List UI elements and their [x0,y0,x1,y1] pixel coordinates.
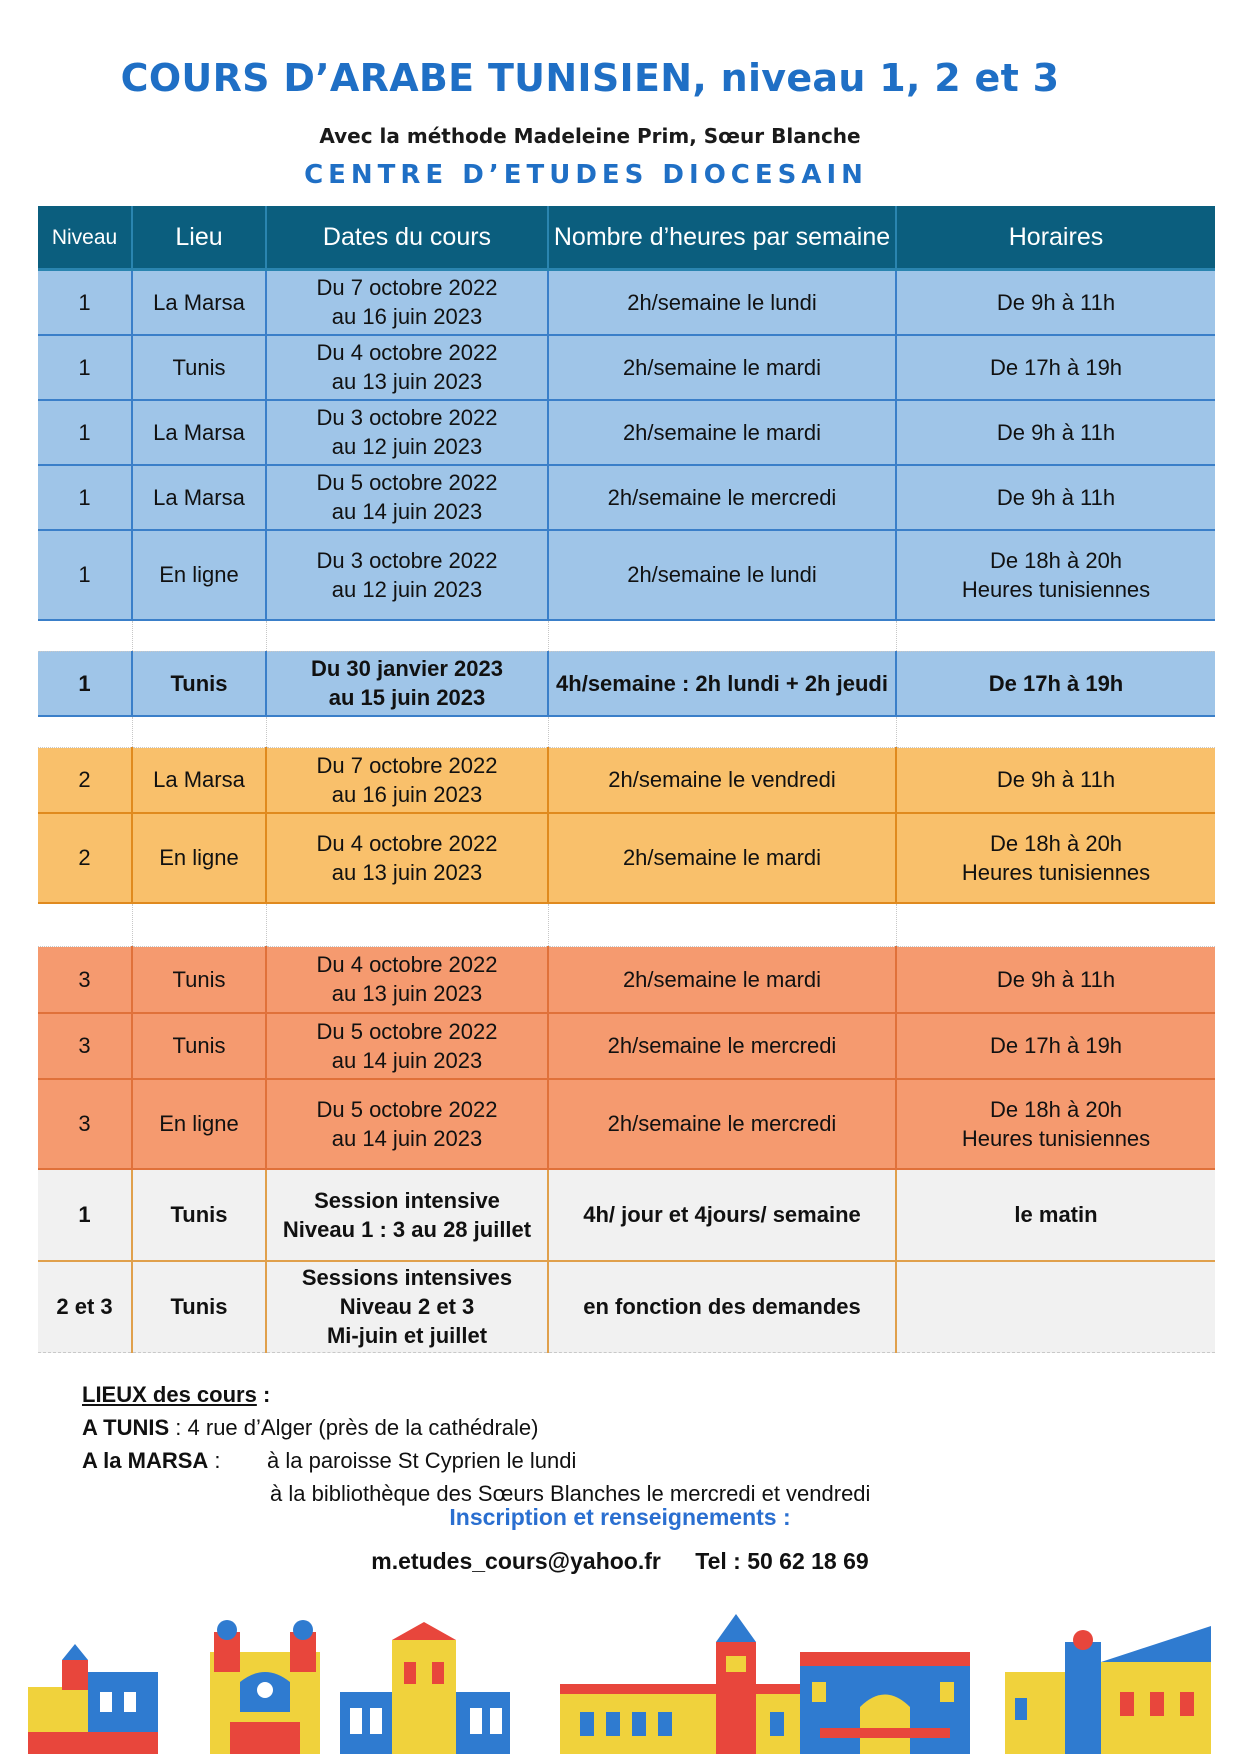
cell-lieu: Tunis [132,1013,266,1079]
contact-email: m.etudes_cours@yahoo.fr [371,1548,661,1574]
cell-lieu: Tunis [132,947,266,1013]
cell-dates [266,270,548,335]
location-tunis-label: A TUNIS [82,1415,170,1440]
dates-start: Sessions intensives [301,1265,513,1291]
cell-heures: 2h/semaine le mardi [548,947,896,1013]
table-row [38,1261,1215,1353]
table-row [38,270,1215,335]
dates-start: Du 3 octobre 2022 [316,547,498,573]
header-lieu: Lieu [132,206,266,270]
dates-start: Du 4 octobre 2022 [316,340,498,365]
cell-heures: 2h/semaine le vendredi [548,748,896,813]
cell-lieu: Tunis [132,1169,266,1261]
cell-lieu: En ligne [132,1079,266,1169]
cell-niveau: 1 [38,651,132,716]
table-row [38,748,1215,813]
header-niveau: Niveau [38,206,132,270]
cell-niveau: 3 [38,947,132,1013]
cell-lieu: Tunis [132,1261,266,1353]
cell-heures: 2h/semaine le lundi [548,270,896,335]
cell-niveau: 1 [38,465,132,530]
dates-end: Niveau 1 : 3 au 28 juillet [282,1216,532,1242]
buildings-illustration [0,1612,1240,1754]
cell-lieu: La Marsa [132,748,266,813]
dates-end: au 12 juin 2023 [331,434,483,459]
dates-end: au 16 juin 2023 [331,304,483,330]
cell-dates [266,1261,548,1353]
dates-mid: Niveau 2 et 3 [339,1294,475,1320]
horaires-note: Heures tunisiennes [961,859,1151,885]
cell-heures: 2h/semaine le mardi [548,335,896,400]
cell-niveau: 2 [38,748,132,813]
cell-horaires: De 17h à 19h [896,651,1215,716]
cell-lieu: Tunis [132,651,266,716]
cell-dates [266,530,548,620]
table-row [38,1169,1215,1261]
dates-end: au 13 juin 2023 [331,981,483,1007]
cell-dates [266,651,548,716]
building-5 [800,1652,970,1754]
dates-start: Du 5 octobre 2022 [316,1018,498,1044]
cell-horaires: De 17h à 19h [896,335,1215,400]
table-row [38,400,1215,465]
cell-lieu: La Marsa [132,465,266,530]
table-row [38,1079,1215,1169]
cell-heures: 4h/semaine : 2h lundi + 2h jeudi [548,651,896,716]
cell-horaires: De 9h à 11h [896,270,1215,335]
dates-end: au 12 juin 2023 [331,576,483,602]
cell-niveau: 1 [38,1169,132,1261]
table-row [38,813,1215,903]
building-3 [340,1622,510,1754]
cell-lieu: En ligne [132,530,266,620]
cell-lieu: En ligne [132,813,266,903]
dates-start: Du 7 octobre 2022 [316,275,498,301]
cell-dates [266,947,548,1013]
schedule-table [38,206,1215,1353]
cell-lieu: Tunis [132,335,266,400]
dates-start: Du 4 octobre 2022 [316,830,498,856]
dates-start: Du 5 octobre 2022 [316,470,498,495]
locations-heading-line [82,1378,870,1411]
row-spacer [38,903,1215,947]
cell-dates [266,1169,548,1261]
cell-horaires [896,1261,1215,1353]
location-marsa-colon: : [208,1448,221,1473]
contact-line [0,1548,1240,1575]
row-spacer [38,716,1215,748]
horaires-time: De 18h à 20h [989,1096,1123,1122]
cell-horaires: De 9h à 11h [896,400,1215,465]
header-heures: Nombre d’heures par semaine [548,206,896,270]
location-tunis-address: : 4 rue d’Alger (près de la cathédrale) [169,1415,539,1440]
locations-heading: LIEUX des cours [82,1382,257,1407]
cell-horaires [896,813,1215,903]
cell-heures: en fonction des demandes [548,1261,896,1353]
cell-dates [266,748,548,813]
cell-dates [266,1013,548,1079]
dates-start: Session intensive [314,1187,500,1213]
cell-heures: 2h/semaine le mardi [548,813,896,903]
cell-horaires: le matin [896,1169,1215,1261]
table-header-row [38,206,1215,270]
dates-end: au 13 juin 2023 [331,369,483,394]
table-row [38,530,1215,620]
table-row [38,335,1215,400]
dates-end: au 15 juin 2023 [328,685,486,711]
cell-horaires: De 9h à 11h [896,465,1215,530]
contact-phone: Tel : 50 62 18 69 [695,1548,869,1574]
dates-end: au 14 juin 2023 [331,1125,483,1151]
building-6 [1005,1626,1211,1754]
cell-heures: 4h/ jour et 4jours/ semaine [548,1169,896,1261]
horaires-note: Heures tunisiennes [961,1125,1151,1151]
cell-dates [266,335,548,400]
cell-dates [266,400,548,465]
locations-section [82,1378,870,1510]
dates-start: Du 4 octobre 2022 [316,952,498,978]
location-marsa [82,1444,870,1477]
organization-name: CENTRE D’ETUDES DIOCESAIN [304,160,868,190]
cell-dates [266,1079,548,1169]
dates-start: Du 30 janvier 2023 [310,656,503,682]
cell-niveau: 2 [38,813,132,903]
horaires-time: De 18h à 20h [989,547,1123,573]
cell-horaires [896,530,1215,620]
building-2 [210,1620,320,1754]
cell-horaires [896,1079,1215,1169]
cell-heures: 2h/semaine le mardi [548,400,896,465]
cell-niveau: 1 [38,400,132,465]
cell-heures: 2h/semaine le mercredi [548,1013,896,1079]
document-subtitle: Avec la méthode Madeleine Prim, Sœur Blanche [319,124,861,148]
horaires-note: Heures tunisiennes [961,576,1151,602]
horaires-time: De 18h à 20h [989,830,1123,856]
table-row [38,1013,1215,1079]
locations-heading-colon: : [256,1382,271,1407]
table-row [38,465,1215,530]
table-row [38,651,1215,716]
dates-start: Du 7 octobre 2022 [316,752,498,778]
cell-heures: 2h/semaine le mercredi [548,1079,896,1169]
dates-end: au 13 juin 2023 [331,859,483,885]
cell-niveau: 3 [38,1079,132,1169]
dates-end: au 14 juin 2023 [331,1047,483,1073]
building-4 [560,1614,800,1754]
cell-niveau: 2 et 3 [38,1261,132,1353]
building-1 [28,1644,158,1754]
cell-heures: 2h/semaine le mercredi [548,465,896,530]
cell-niveau: 1 [38,335,132,400]
cell-heures: 2h/semaine le lundi [548,530,896,620]
document-title: COURS D’ARABE TUNISIEN, niveau 1, 2 et 3 [120,56,1060,100]
cell-lieu: La Marsa [132,400,266,465]
cell-dates [266,813,548,903]
location-tunis [82,1411,870,1444]
cell-lieu: La Marsa [132,270,266,335]
inscription-heading: Inscription et renseignements : [449,1504,791,1530]
cell-niveau: 1 [38,530,132,620]
cell-horaires: De 17h à 19h [896,1013,1215,1079]
location-marsa-address-2: à la bibliothèque des Sœurs Blanches le mercredi et vendredi [270,1481,871,1506]
location-marsa-address-1: à la paroisse St Cyprien le lundi [267,1448,577,1473]
cell-dates [266,465,548,530]
table-row [38,947,1215,1013]
location-marsa-label: A la MARSA [82,1448,209,1473]
dates-end: au 16 juin 2023 [331,781,483,807]
dates-end: au 14 juin 2023 [331,499,483,524]
cell-horaires: De 9h à 11h [896,748,1215,813]
dates-end: Mi-juin et juillet [326,1323,488,1349]
cell-horaires: De 9h à 11h [896,947,1215,1013]
header-horaires: Horaires [896,206,1215,270]
dates-start: Du 5 octobre 2022 [316,1096,498,1122]
row-spacer [38,620,1215,652]
header-dates: Dates du cours [266,206,548,270]
cell-niveau: 1 [38,270,132,335]
cell-niveau: 3 [38,1013,132,1079]
dates-start: Du 3 octobre 2022 [316,405,498,430]
